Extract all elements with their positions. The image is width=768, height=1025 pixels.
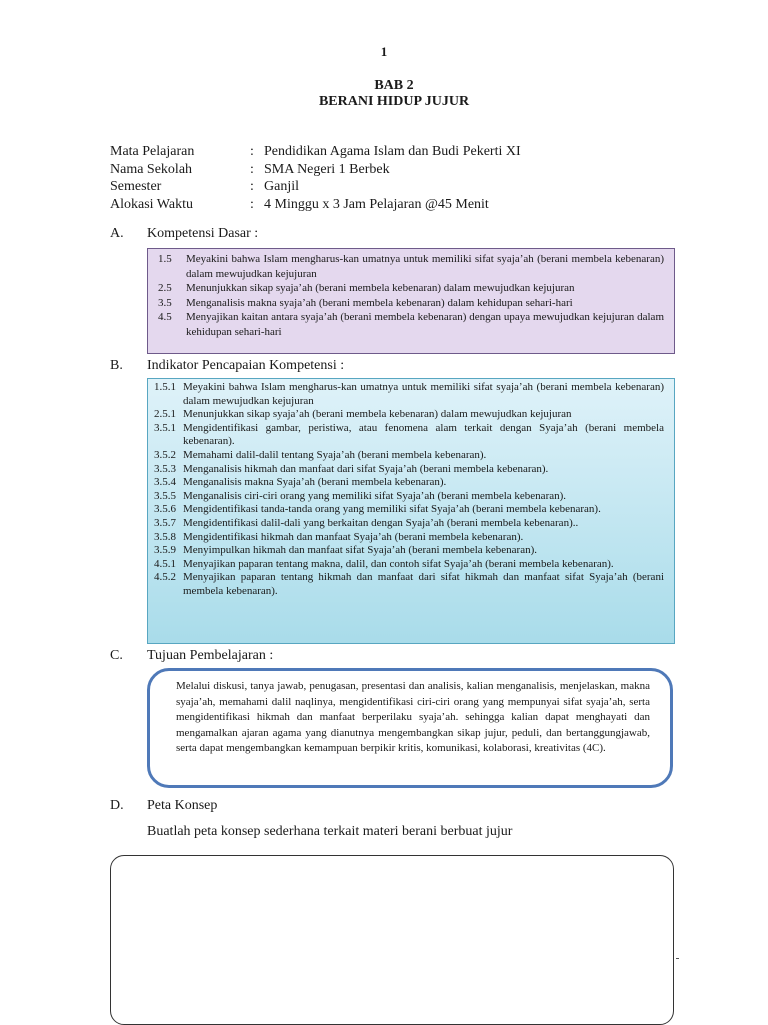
chapter-number: BAB 2 xyxy=(374,78,414,93)
concept-map-box xyxy=(110,855,674,1025)
meta-key: Nama Sekolah xyxy=(110,161,193,177)
indikator-text: Menganalisis ciri-ciri orang yang memiliki sifat Syaja’ah (berani membela kebenaran). xyxy=(183,489,567,502)
indikator-number: 4.5.2 xyxy=(154,571,176,584)
indikator-item xyxy=(154,381,664,408)
meta-value: SMA Negeri 1 Berbek xyxy=(264,161,390,177)
indikator-text: Memahami dalil-dalil tentang Syaja’ah (berani membela kebenaran). xyxy=(183,448,487,461)
indikator-item xyxy=(154,517,664,531)
section-title: Tujuan Pembelajaran : xyxy=(147,648,274,663)
indikator-number: 3.5.9 xyxy=(154,544,176,557)
meta-sep: : xyxy=(250,179,254,194)
indikator-number: 2.5.1 xyxy=(154,408,176,421)
section-letter: A. xyxy=(110,226,124,241)
indikator-item xyxy=(154,463,664,477)
section-heading-d xyxy=(110,798,217,814)
section-letter: C. xyxy=(110,648,123,663)
meta-key: Alokasi Waktu xyxy=(110,196,193,212)
indikator-item xyxy=(154,544,664,558)
kd-text: Menunjukkan sikap syaja’ah (berani membela kebenaran) dalam mewujudkan kejujuran xyxy=(186,282,575,294)
kd-number: 2.5 xyxy=(158,282,172,294)
indikator-text: Meyakini bahwa Islam mengharus-kan umatnya untuk memiliki sifat syaja’ah (berani membela kebenaran) dalam mewujudkan kejujuran xyxy=(183,381,664,407)
indikator-item xyxy=(154,571,664,598)
indikator-number: 3.5.7 xyxy=(154,516,176,529)
meta-key: Mata Pelajaran xyxy=(110,144,195,159)
section-letter: B. xyxy=(110,358,123,373)
meta-row-school xyxy=(110,161,521,179)
indikator-text: Mengidentifikasi gambar, peristiwa, atau fenomena alam terkait dengan Syaja’ah (berani membela kebenaran). xyxy=(183,421,664,448)
indikator-text: Menyajikan paparan tentang hikmah dan manfaat dari sifat hikmah dan manfaat sifat Syaja’ah (berani membela kebenaran). xyxy=(183,571,664,597)
indikator-text: Mengidentifikasi tanda-tanda orang yang memiliki sifat Syaja’ah (berani membela kebenaran). xyxy=(183,503,601,516)
indikator-item xyxy=(154,408,664,422)
meta-value: 4 Minggu x 3 Jam Pelajaran @45 Menit xyxy=(264,196,489,212)
indikator-text: Menganalisis makna Syaja’ah (berani membela kebenaran). xyxy=(183,476,447,489)
meta-sep: : xyxy=(250,144,254,159)
indikator-item xyxy=(154,558,664,572)
chapter-heading xyxy=(0,78,768,110)
kd-item xyxy=(158,296,664,311)
indikator-item xyxy=(154,503,664,517)
meta-row-semester xyxy=(110,178,521,196)
kd-item xyxy=(158,281,664,296)
section-letter: D. xyxy=(110,798,124,813)
subject-info xyxy=(110,143,521,213)
indikator-box xyxy=(147,378,675,644)
indikator-number: 3.5.8 xyxy=(154,530,176,543)
indikator-text: Menganalisis hikmah dan manfaat dari sifat Syaja’ah (berani membela kebenaran). xyxy=(183,462,549,475)
indikator-number: 3.5.6 xyxy=(154,503,176,516)
meta-sep: : xyxy=(250,161,254,177)
divider xyxy=(676,958,679,959)
indikator-text: Mengidentifikasi hikmah dan manfaat Syaja’ah (berani membela kebenaran). xyxy=(183,530,524,543)
indikator-number: 3.5.4 xyxy=(154,476,176,489)
kd-item xyxy=(158,310,664,339)
tujuan-pembelajaran-box xyxy=(147,668,673,788)
indikator-number: 3.5.2 xyxy=(154,448,176,461)
indikator-text: Menunjukkan sikap syaja’ah (berani membela kebenaran) dalam mewujudkan kejujuran xyxy=(183,408,572,421)
indikator-number: 1.5.1 xyxy=(154,381,176,393)
meta-row-time xyxy=(110,196,521,214)
meta-sep: : xyxy=(250,196,254,212)
kd-item xyxy=(158,252,664,281)
section-title: Peta Konsep xyxy=(147,798,218,813)
kompetensi-dasar-box xyxy=(147,248,675,354)
section-heading-b xyxy=(110,358,344,374)
indikator-text: Menyajikan paparan tentang makna, dalil, dan contoh sifat Syaja’ah (berani membela kebenaran). xyxy=(183,557,614,570)
meta-value: Pendidikan Agama Islam dan Budi Pekerti XI xyxy=(264,144,521,159)
section-title: Kompetensi Dasar : xyxy=(147,226,259,241)
indikator-number: 4.5.1 xyxy=(154,557,176,570)
indikator-text: Menyimpulkan hikmah dan manfaat sifat Syaja’ah (berani membela kebenaran). xyxy=(183,544,538,557)
kd-text: Menganalisis makna syaja’ah (berani membela kebenaran) dalam kehidupan sehari-hari xyxy=(186,296,573,309)
section-heading-c xyxy=(110,648,273,664)
meta-row-subject xyxy=(110,143,521,161)
kd-number: 4.5 xyxy=(158,311,172,323)
indikator-item xyxy=(154,449,664,463)
kd-text: Menyajikan kaitan antara syaja’ah (berani membela kebenaran) dengan upaya mewujudkan kejujuran dalam kehidupan sehari-hari xyxy=(186,311,664,338)
indikator-item xyxy=(154,422,664,449)
peta-konsep-instruction: Buatlah peta konsep sederhana terkait materi berani berbuat jujur xyxy=(147,824,513,839)
section-title: Indikator Pencapaian Kompetensi : xyxy=(147,358,345,373)
indikator-number: 3.5.3 xyxy=(154,462,176,475)
kd-number: 3.5 xyxy=(158,296,172,309)
meta-key: Semester xyxy=(110,179,162,194)
page-number: 1 xyxy=(380,44,388,59)
indikator-item xyxy=(154,476,664,490)
indikator-number: 3.5.1 xyxy=(154,421,176,434)
kd-number: 1.5 xyxy=(158,253,172,265)
indikator-item xyxy=(154,531,664,545)
indikator-number: 3.5.5 xyxy=(154,489,176,502)
chapter-title: BERANI HIDUP JUJUR xyxy=(318,94,470,109)
indikator-item xyxy=(154,490,664,504)
meta-value: Ganjil xyxy=(264,179,299,194)
indikator-text: Mengidentifikasi dalil-dali yang berkaitan dengan Syaja’ah (berani membela kebenaran).. xyxy=(183,516,579,529)
kd-text: Meyakini bahwa Islam mengharus-kan umatnya untuk memiliki sifat syaja’ah (berani membela kebenaran) dalam mewujudkan kejujuran xyxy=(186,253,664,280)
tujuan-text: Melalui diskusi, tanya jawab, penugasan, presentasi dan analisis, kalian menganalisis, menjelaskan, makna syaja’ah, memahami dalil naqlinya, mengidentifikasi ciri-ciri orang yang mempunyai sifat syaja’ah, serta mengidentifikasi hikmah dan manfaat berperilaku syaja’ah. sehingga kalian dapat menghayati dan mengamalkan ajaran agama yang dianutnya mengembangkan sikap jujur, peduli, dan bertanggungjawab, serta dapat mengembangkan kemampuan berpikir kritis, komunikasi, kolaborasi, kreativitas (4C). xyxy=(176,680,650,755)
section-heading-a xyxy=(110,226,258,242)
